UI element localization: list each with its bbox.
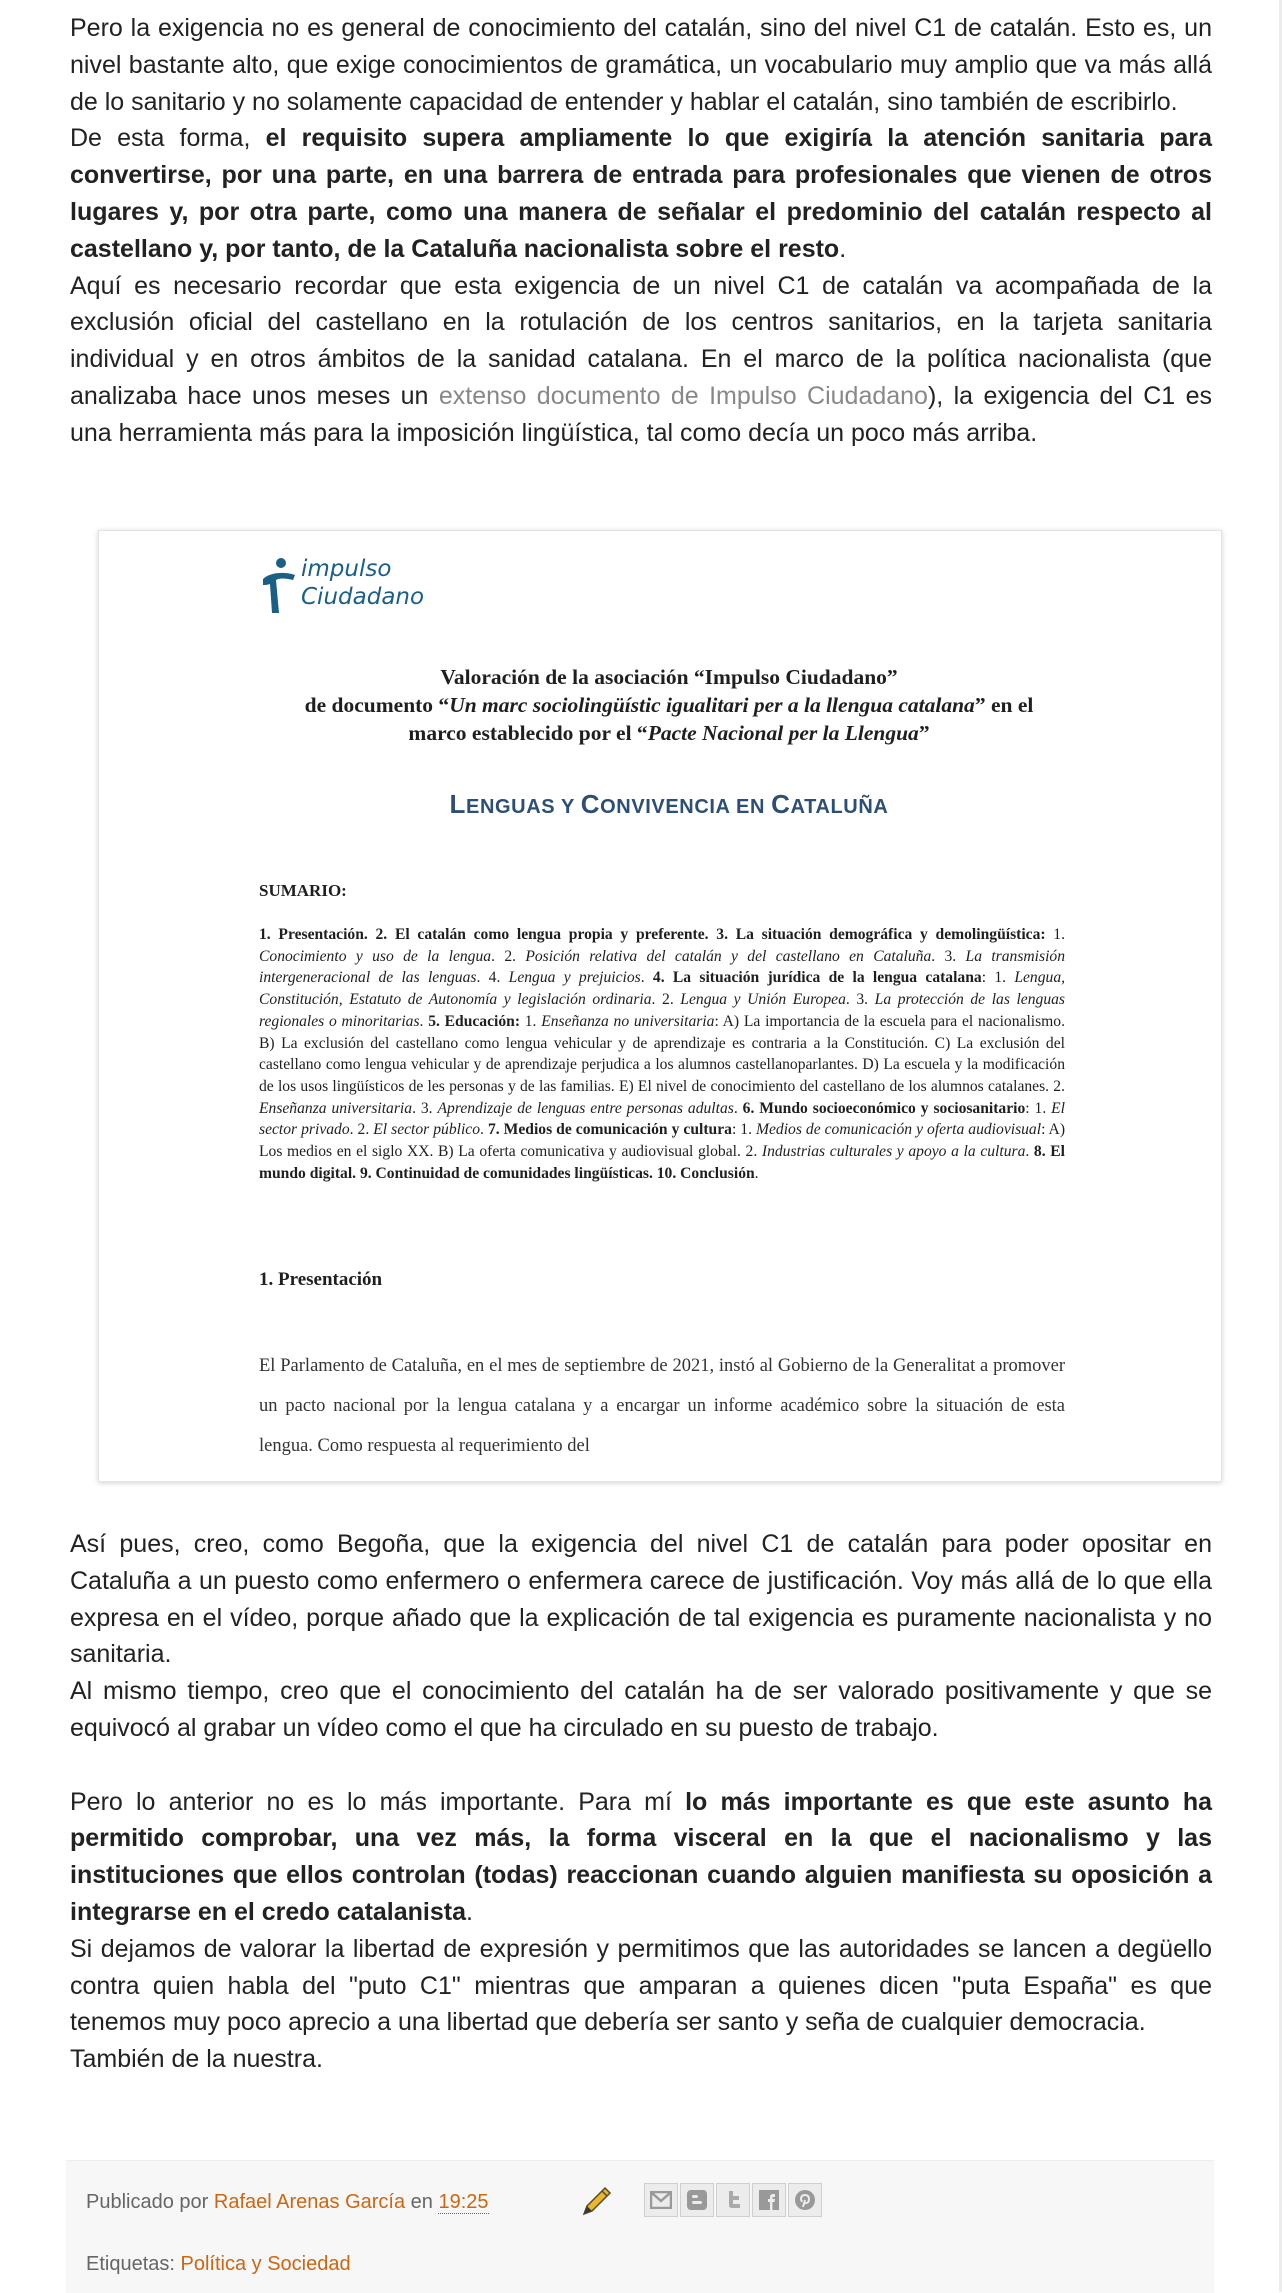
paragraph-5: Al mismo tiempo, creo que el conocimiento del catalán ha de ser valorado positivamente y que se equivocó al grabar un vídeo como el que ha circulado en su puesto de trabajo.	[70, 1677, 1212, 1742]
email-icon	[650, 2191, 672, 2209]
paragraph-6-emphasis: lo más importante es que este asunto ha permitido comprobar, una vez más, la forma visceral en la que el nacionalismo y las instituciones que ellos controlan (todas) reaccionan cuando alguien manifiesta su oposición a integrarse en el credo catalanista	[70, 1787, 1212, 1926]
post-byline: Publicado por Rafael Arenas García en 19:25	[86, 2191, 489, 2213]
post-timestamp-link[interactable]: 19:25	[438, 2191, 489, 2213]
twitter-icon	[722, 2189, 744, 2211]
embedded-document-image	[98, 530, 1222, 1482]
blogger-icon	[686, 2189, 708, 2211]
paragraph-3: Aquí es necesario recordar que esta exigencia de un nivel C1 de catalán va acompañada de la exclusión oficial del castellano en la rotulación de los centros sanitarios, en la tarjeta sanitaria individual y en otros ámbitos de la sanidad catalana. En el marco de la política nacionalista (que analizaba hace unos meses un extenso documento de Impulso Ciudadano), la exigencia del C1 es una herramienta más para la imposición lingüística, tal como decía un poco más arriba.	[70, 271, 1213, 447]
label-link-politica[interactable]: Política y Sociedad	[180, 2253, 351, 2275]
email-share-button[interactable]	[644, 2183, 678, 2217]
author-link[interactable]: Rafael Arenas García	[213, 2191, 406, 2213]
sumario-heading: SUMARIO:	[259, 881, 347, 900]
paragraph-8: También de la nuestra.	[70, 2045, 323, 2074]
paragraph-2-emphasis: el requisito supera ampliamente lo que exigiría la atención sanitaria para convertirse, por una parte, en una barrera de entrada para profesionales que vienen de otros lugares y, por otra parte, como una manera de señalar el predominio del catalán respecto al castellano y, por tanto, de la Cataluña nacionalista sobre el resto	[70, 124, 1212, 263]
twitter-share-button[interactable]	[716, 2183, 750, 2217]
paragraph-7: Si dejamos de valorar la libertad de expresión y permitimos que las autoridades se lancen a degüello contra quien habla del "puto C1" mientras que amparan a quienes dicen "puta España" es que tenemos muy poco aprecio a una libertad que debería ser santo y seña de cualquier democracia.	[70, 1934, 1212, 2037]
paragraph-2: De esta forma, el requisito supera ampliamente lo que exigiría la atención sanitaria para convertirse, por una parte, en una barrera de entrada para profesionales que vienen de otros lugares y, por otra parte, como una manera de señalar el predominio del catalán respecto al castellano y, por tanto, de la Cataluña nacionalista sobre el resto.	[70, 124, 1212, 263]
post-body	[70, 10, 1212, 452]
sumario-text: 1. Presentación. 2. El catalán como lengua propia y preferente. 3. La situación demográfica y demolingüística: 1. Conocimiento y uso de la lengua. 2. Posición relativa del catalán y del castellano en Cataluña. 3. La transmisión intergeneracional de las lenguas. 4. Lengua y prejuicios. 4. La situación jurídica de la lengua catalana: 1. Lengua, Constitución, Estatuto de Autonomía y legislación ordinaria. 2. Lengua y Unión Europea. 3. La protección de las lenguas regionales o minoritarias. 5. Educación: 1. Enseñanza no universitaria: A) La importancia de la escuela para el nacionalismo. B) La exclusión del castellano como lengua vehicular y de aprendizaje es contraria a la Constitución. C) La exclusión del castellano como lengua vehicular y de aprendizaje perjudica a los alumnos castellanoparlantes. D) La escuela y la modificación de los usos lingüísticos de les personas y de las familias. E) El nivel de conocimiento del castellano de los alumnos catalanes. 2. Enseñanza universitaria. 3. Aprendizaje de lenguas entre personas adultas. 6. Mundo socioeconómico y sociosanitario: 1. El sector privado. 2. El sector público. 7. Medios de comunicación y cultura: 1. Medios de comunicación y oferta audiovisual: A) Los medios en el siglo XX. B) La oferta comunicativa y audiovisual global. 2. Industrias culturales y apoyo a la cultura. 8. El mundo digital. 9. Continuidad de comunidades lingüísticas. 10. Conclusión.	[259, 926, 1066, 1182]
document-title: Valoración de la asociación “Impulso Ciudadano” de documento “Un marc sociolingüístic igualitari per a la llengua catalana” en el marco establecido por el “Pacte Nacional per la Llengua”	[304, 665, 1034, 745]
post-labels: Etiquetas: Política y Sociedad	[86, 2253, 351, 2275]
document-subtitle: LENGUAS Y CONVIVENCIA EN CATALUÑA	[449, 789, 889, 819]
blogger-share-button[interactable]	[680, 2183, 714, 2217]
impulso-ciudadano-logo: impulso Ciudadano	[259, 553, 459, 617]
document-section-heading: 1. Presentación	[259, 1269, 383, 1290]
pencil-edit-icon[interactable]	[580, 2184, 614, 2218]
pinterest-share-button[interactable]	[788, 2183, 822, 2217]
impulso-document-link[interactable]: extenso documento de Impulso Ciudadano	[438, 381, 928, 410]
document-paragraph: El Parlamento de Cataluña, en el mes de septiembre de 2021, instó al Gobierno de la Generalitat a promover un pacto nacional por la lengua catalana y a encargar un informe académico sobre la situación de esta lengua. Como respuesta al requerimiento del	[259, 1356, 1065, 1456]
pinterest-icon	[794, 2189, 816, 2211]
post-footer	[66, 2160, 1214, 2293]
share-buttons	[644, 2183, 824, 2219]
logo-figure-icon	[259, 555, 299, 615]
post-body-continued	[70, 1526, 1212, 2078]
facebook-icon	[758, 2189, 780, 2211]
paragraph-1: Pero la exigencia no es general de conocimiento del catalán, sino del nivel C1 de catalán. Esto es, un nivel bastante alto, que exige conocimientos de gramática, un vocabulario muy amplio que va más allá de lo sanitario y no solamente capacidad de entender y hablar el catalán, sino también de escribirlo.	[70, 14, 1212, 116]
facebook-share-button[interactable]	[752, 2183, 786, 2217]
paragraph-4: Así pues, creo, como Begoña, que la exigencia del nivel C1 de catalán para poder opositar en Cataluña a un puesto como enfermero o enfermera carece de justificación. Voy más allá de lo que ella expresa en el vídeo, porque añado que la explicación de tal exigencia es puramente nacionalista y no sanitaria.	[70, 1530, 1212, 1669]
paragraph-6: Pero lo anterior no es lo más importante. Para mí lo más importante es que este asunto ha permitido comprobar, una vez más, la forma visceral en la que el nacionalismo y las instituciones que ellos controlan (todas) reaccionan cuando alguien manifiesta su oposición a integrarse en el credo catalanista.	[70, 1787, 1212, 1926]
